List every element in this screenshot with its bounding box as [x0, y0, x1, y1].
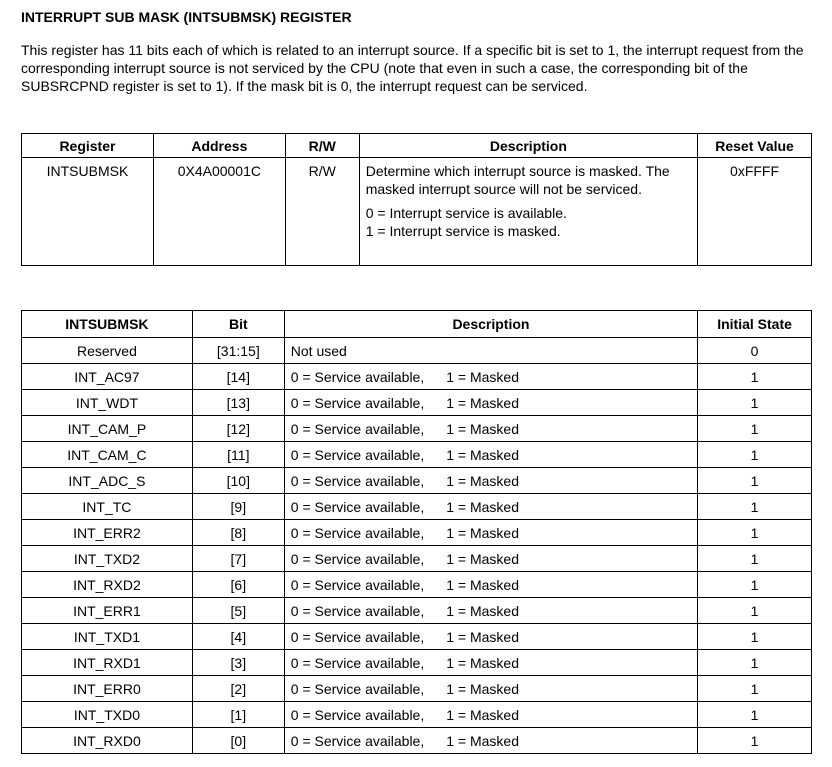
table-row	[22, 364, 812, 390]
bit-description	[284, 390, 697, 416]
bit-name: INT_TXD0	[22, 702, 193, 728]
bit-description-masked: 1 = Masked	[446, 498, 519, 515]
bit-index: [11]	[192, 442, 284, 468]
bit-description-available: 0 = Service available,	[290, 498, 425, 515]
bit-index: [12]	[192, 416, 284, 442]
bit-name: INT_TXD1	[22, 624, 193, 650]
bit-index: [14]	[192, 364, 284, 390]
table-row	[22, 624, 812, 650]
bit-name: INT_TXD2	[22, 546, 193, 572]
header-initial-state: Initial State	[698, 311, 812, 338]
bit-initial-state: 1	[698, 572, 812, 598]
bit-description-masked: 1 = Masked	[446, 524, 519, 541]
description-main: Determine which interrupt source is masked. The masked interrupt source will not be serviced.	[365, 163, 670, 197]
table-row	[22, 572, 812, 598]
bit-description	[284, 624, 697, 650]
bit-description-available: 0 = Service available,	[290, 654, 425, 671]
bit-description	[284, 416, 697, 442]
bit-initial-state: 1	[698, 728, 812, 754]
header-bit-description: Description	[284, 311, 697, 338]
bit-index: [4]	[192, 624, 284, 650]
bit-name: INT_AC97	[22, 364, 193, 390]
header-reset-value: Reset Value	[698, 134, 812, 158]
bit-description-masked: 1 = Masked	[446, 576, 519, 593]
table-row	[22, 650, 812, 676]
description-line-available: 0 = Interrupt service is available.	[365, 205, 567, 221]
bit-description-available: Not used	[290, 342, 347, 359]
bit-name: INT_RXD2	[22, 572, 193, 598]
bit-name: INT_RXD1	[22, 650, 193, 676]
bit-index: [1]	[192, 702, 284, 728]
bit-description-available: 0 = Service available,	[290, 732, 425, 749]
bit-initial-state: 1	[698, 364, 812, 390]
table-row	[22, 520, 812, 546]
bit-index: [0]	[192, 728, 284, 754]
bit-name: INT_ERR2	[22, 520, 193, 546]
bit-description	[284, 702, 697, 728]
bit-initial-state: 1	[698, 494, 812, 520]
bit-description-masked: 1 = Masked	[446, 602, 519, 619]
bit-description	[284, 650, 697, 676]
bit-name: INT_WDT	[22, 390, 193, 416]
bit-initial-state: 0	[698, 338, 812, 364]
header-address: Address	[153, 134, 285, 158]
intro-paragraph: This register has 11 bits each of which is related to an interrupt source. If a specific bit is set to 1, the interrupt request from the corresponding interrupt source is not serviced by the CPU (note that even in such a case, the corresponding bit of the SUBSRCPND register is set to 1). If the mask bit is 0, the interrupt request can be serviced.	[21, 42, 804, 94]
bit-initial-state: 1	[698, 650, 812, 676]
bit-description	[284, 728, 697, 754]
header-register: Register	[22, 134, 154, 158]
bit-index: [10]	[192, 468, 284, 494]
bit-description-masked: 1 = Masked	[446, 654, 519, 671]
bit-description	[284, 676, 697, 702]
bit-index: [31:15]	[192, 338, 284, 364]
header-rw: R/W	[285, 134, 359, 158]
bit-description-masked: 1 = Masked	[446, 732, 519, 749]
bit-name: INT_RXD0	[22, 728, 193, 754]
bit-initial-state: 1	[698, 702, 812, 728]
bit-description-available: 0 = Service available,	[290, 420, 425, 437]
header-bit: Bit	[192, 311, 284, 338]
bit-description-available: 0 = Service available,	[290, 472, 425, 489]
register-table-header	[22, 134, 812, 158]
bit-description-available: 0 = Service available,	[290, 602, 425, 619]
bit-description-masked: 1 = Masked	[446, 420, 519, 437]
bit-initial-state: 1	[698, 546, 812, 572]
bit-initial-state: 1	[698, 416, 812, 442]
register-description	[359, 158, 697, 266]
section-title: INTERRUPT SUB MASK (INTSUBMSK) REGISTER	[21, 9, 352, 25]
bit-description-available: 0 = Service available,	[290, 524, 425, 541]
bit-description	[284, 442, 697, 468]
table-row	[22, 728, 812, 754]
bit-description-available: 0 = Service available,	[290, 394, 425, 411]
bit-initial-state: 1	[698, 676, 812, 702]
bit-description-available: 0 = Service available,	[290, 368, 425, 385]
table-row	[22, 702, 812, 728]
register-reset-value: 0xFFFF	[698, 158, 812, 266]
table-row	[22, 468, 812, 494]
bit-name: INT_CAM_P	[22, 416, 193, 442]
table-row	[22, 494, 812, 520]
bit-description-available: 0 = Service available,	[290, 680, 425, 697]
bit-initial-state: 1	[698, 624, 812, 650]
bit-index: [8]	[192, 520, 284, 546]
table-row	[22, 676, 812, 702]
bit-initial-state: 1	[698, 390, 812, 416]
bit-description	[284, 338, 697, 364]
bit-description	[284, 468, 697, 494]
description-line-masked: 1 = Interrupt service is masked.	[365, 223, 561, 239]
register-rw: R/W	[285, 158, 359, 266]
bit-name: INT_ADC_S	[22, 468, 193, 494]
bit-index: [2]	[192, 676, 284, 702]
bit-description	[284, 546, 697, 572]
bit-index: [3]	[192, 650, 284, 676]
bit-name: INT_ERR0	[22, 676, 193, 702]
bit-name: INT_TC	[22, 494, 193, 520]
bit-description-masked: 1 = Masked	[446, 628, 519, 645]
bit-description-available: 0 = Service available,	[290, 628, 425, 645]
table-row	[22, 442, 812, 468]
bit-description-masked: 1 = Masked	[446, 550, 519, 567]
bit-name: INT_ERR1	[22, 598, 193, 624]
bit-description-masked	[347, 343, 369, 359]
register-table	[21, 133, 812, 266]
bit-initial-state: 1	[698, 598, 812, 624]
bit-name: INT_CAM_C	[22, 442, 193, 468]
table-row	[22, 598, 812, 624]
register-name: INTSUBMSK	[22, 158, 154, 266]
bit-description-available: 0 = Service available,	[290, 576, 425, 593]
bits-table-body	[22, 338, 812, 754]
table-row	[22, 390, 812, 416]
bit-description-available: 0 = Service available,	[290, 706, 425, 723]
bit-description	[284, 494, 697, 520]
bit-description-masked: 1 = Masked	[446, 706, 519, 723]
bit-description	[284, 364, 697, 390]
bit-index: [5]	[192, 598, 284, 624]
bits-table	[21, 310, 812, 754]
header-description: Description	[359, 134, 697, 158]
bit-description-masked: 1 = Masked	[446, 394, 519, 411]
bit-index: [9]	[192, 494, 284, 520]
register-row	[22, 158, 812, 266]
bit-index: [13]	[192, 390, 284, 416]
table-row	[22, 338, 812, 364]
table-row	[22, 416, 812, 442]
bit-index: [6]	[192, 572, 284, 598]
bit-initial-state: 1	[698, 442, 812, 468]
bit-description-masked: 1 = Masked	[446, 446, 519, 463]
bit-description	[284, 520, 697, 546]
bit-initial-state: 1	[698, 520, 812, 546]
bit-description	[284, 598, 697, 624]
bit-index: [7]	[192, 546, 284, 572]
bit-description-masked: 1 = Masked	[446, 472, 519, 489]
bit-description	[284, 572, 697, 598]
bit-description-available: 0 = Service available,	[290, 550, 425, 567]
bit-initial-state: 1	[698, 468, 812, 494]
header-intsubmsk: INTSUBMSK	[22, 311, 193, 338]
bit-description-available: 0 = Service available,	[290, 446, 425, 463]
bits-table-header	[22, 311, 812, 338]
bit-description-masked: 1 = Masked	[446, 368, 519, 385]
register-address: 0X4A00001C	[153, 158, 285, 266]
bit-description-masked: 1 = Masked	[446, 680, 519, 697]
table-row	[22, 546, 812, 572]
bit-name: Reserved	[22, 338, 193, 364]
